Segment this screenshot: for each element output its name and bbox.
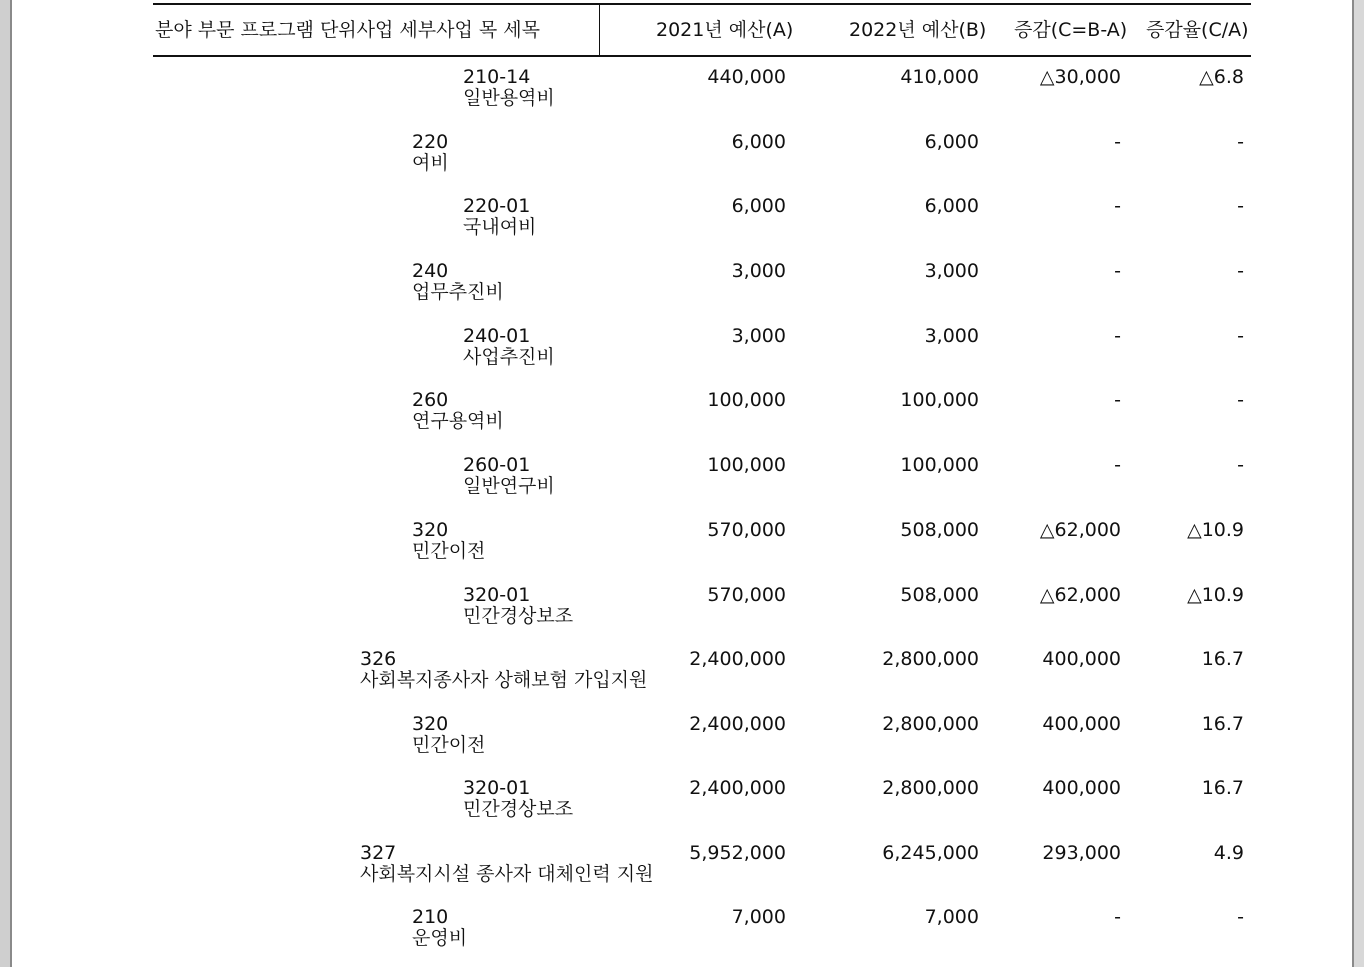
table-header xyxy=(153,3,1251,57)
row-budget-2022: 2,800,000 xyxy=(882,777,979,799)
table-row xyxy=(153,132,1251,192)
row-change-rate: △10.9 xyxy=(1187,584,1244,606)
row-budget-2022: 508,000 xyxy=(900,584,979,606)
table-row xyxy=(153,67,1251,127)
row-name: 업무추진비 xyxy=(412,281,504,303)
header-divider xyxy=(599,5,600,55)
row-change: - xyxy=(1114,325,1121,347)
row-budget-2022: 3,000 xyxy=(924,260,979,282)
table-row xyxy=(153,196,1251,256)
row-change: 293,000 xyxy=(1042,842,1121,864)
row-code: 327 xyxy=(360,842,397,864)
header-budget-2021: 2021년 예산(A) xyxy=(656,19,794,41)
table-row xyxy=(153,455,1251,515)
row-code: 320-01 xyxy=(463,584,531,606)
row-name: 사회복지종사자 상해보험 가입지원 xyxy=(360,669,648,691)
row-code: 320 xyxy=(412,519,449,541)
row-change: - xyxy=(1114,906,1121,928)
table-row xyxy=(153,326,1251,386)
viewer-right-border xyxy=(1352,0,1364,967)
table-row xyxy=(153,843,1251,903)
row-budget-2021: 100,000 xyxy=(707,389,786,411)
row-budget-2021: 100,000 xyxy=(707,454,786,476)
row-budget-2022: 410,000 xyxy=(900,66,979,88)
row-budget-2021: 7,000 xyxy=(731,906,786,928)
header-classification: 분야 부문 프로그램 단위사업 세부사업 목 세목 xyxy=(155,19,540,41)
row-change: △30,000 xyxy=(1039,66,1121,88)
row-name: 사회복지시설 종사자 대체인력 지원 xyxy=(360,863,654,885)
row-budget-2022: 100,000 xyxy=(900,389,979,411)
row-change: △62,000 xyxy=(1039,519,1121,541)
row-budget-2022: 6,245,000 xyxy=(882,842,979,864)
row-code: 220 xyxy=(412,131,449,153)
row-change-rate: 16.7 xyxy=(1201,648,1244,670)
row-budget-2022: 6,000 xyxy=(924,131,979,153)
row-budget-2021: 570,000 xyxy=(707,519,786,541)
row-budget-2022: 508,000 xyxy=(900,519,979,541)
row-budget-2022: 3,000 xyxy=(924,325,979,347)
row-name: 일반연구비 xyxy=(463,475,555,497)
row-change-rate: - xyxy=(1237,454,1244,476)
row-change: △62,000 xyxy=(1039,584,1121,606)
row-code: 326 xyxy=(360,648,397,670)
row-change: - xyxy=(1114,260,1121,282)
row-code: 260 xyxy=(412,389,449,411)
header-change-rate: 증감율(C/A) xyxy=(1146,19,1249,41)
row-change-rate: 4.9 xyxy=(1213,842,1244,864)
row-change: 400,000 xyxy=(1042,713,1121,735)
row-budget-2021: 3,000 xyxy=(731,325,786,347)
row-code: 320-01 xyxy=(463,777,531,799)
row-change: - xyxy=(1114,131,1121,153)
row-budget-2021: 570,000 xyxy=(707,584,786,606)
row-budget-2022: 100,000 xyxy=(900,454,979,476)
header-budget-2022: 2022년 예산(B) xyxy=(849,19,987,41)
row-budget-2021: 440,000 xyxy=(707,66,786,88)
row-change: - xyxy=(1114,389,1121,411)
row-change-rate: - xyxy=(1237,325,1244,347)
table-row xyxy=(153,390,1251,450)
row-change-rate: - xyxy=(1237,260,1244,282)
row-budget-2021: 2,400,000 xyxy=(689,713,786,735)
row-code: 210-14 xyxy=(463,66,531,88)
row-budget-2021: 3,000 xyxy=(731,260,786,282)
row-budget-2022: 2,800,000 xyxy=(882,648,979,670)
row-name: 일반용역비 xyxy=(463,87,555,109)
row-budget-2021: 6,000 xyxy=(731,195,786,217)
row-name: 연구용역비 xyxy=(412,410,504,432)
header-change: 증감(C=B-A) xyxy=(1014,19,1128,41)
row-name: 운영비 xyxy=(412,927,468,949)
row-change-rate: 16.7 xyxy=(1201,713,1244,735)
row-change: 400,000 xyxy=(1042,777,1121,799)
row-budget-2022: 7,000 xyxy=(924,906,979,928)
row-name: 민간이전 xyxy=(412,734,486,756)
row-change: - xyxy=(1114,195,1121,217)
table-row xyxy=(153,907,1251,967)
row-name: 민간경상보조 xyxy=(463,605,574,627)
row-change-rate: △10.9 xyxy=(1187,519,1244,541)
table-row xyxy=(153,261,1251,321)
row-budget-2021: 6,000 xyxy=(731,131,786,153)
table-row xyxy=(153,649,1251,709)
row-name: 국내여비 xyxy=(463,216,537,238)
row-change-rate: - xyxy=(1237,195,1244,217)
row-code: 320 xyxy=(412,713,449,735)
row-name: 민간이전 xyxy=(412,540,486,562)
row-name: 민간경상보조 xyxy=(463,798,574,820)
row-change-rate: - xyxy=(1237,906,1244,928)
row-code: 240-01 xyxy=(463,325,531,347)
row-change-rate: - xyxy=(1237,389,1244,411)
table-row xyxy=(153,585,1251,645)
row-change-rate: - xyxy=(1237,131,1244,153)
viewer-left-border xyxy=(0,0,12,967)
row-budget-2022: 6,000 xyxy=(924,195,979,217)
row-name: 여비 xyxy=(412,152,449,174)
row-name: 사업추진비 xyxy=(463,346,555,368)
table-row xyxy=(153,778,1251,838)
row-budget-2021: 2,400,000 xyxy=(689,777,786,799)
table-row xyxy=(153,714,1251,774)
row-change: 400,000 xyxy=(1042,648,1121,670)
row-budget-2022: 2,800,000 xyxy=(882,713,979,735)
row-change-rate: △6.8 xyxy=(1199,66,1244,88)
row-code: 260-01 xyxy=(463,454,531,476)
row-budget-2021: 5,952,000 xyxy=(689,842,786,864)
row-budget-2021: 2,400,000 xyxy=(689,648,786,670)
document-page xyxy=(12,0,1352,967)
row-code: 240 xyxy=(412,260,449,282)
row-change: - xyxy=(1114,454,1121,476)
row-code: 220-01 xyxy=(463,195,531,217)
row-change-rate: 16.7 xyxy=(1201,777,1244,799)
row-code: 210 xyxy=(412,906,449,928)
table-row xyxy=(153,520,1251,580)
